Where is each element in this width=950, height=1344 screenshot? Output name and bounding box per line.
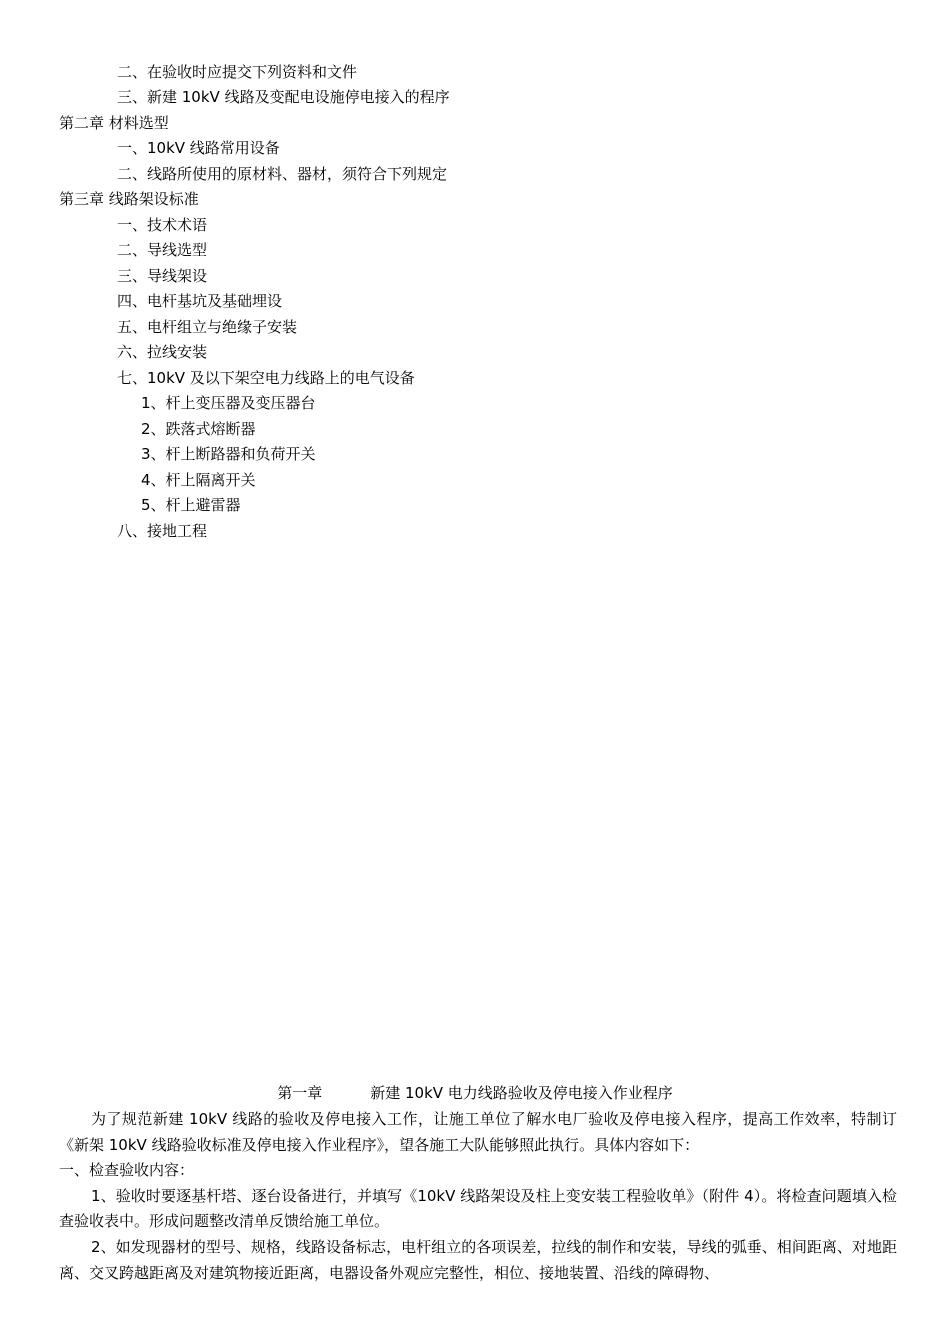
toc-subitem: 3、杆上断路器和负荷开关 xyxy=(141,445,316,463)
toc-item: 三、导线架设 xyxy=(117,267,208,285)
toc-subitem: 4、杆上隔离开关 xyxy=(141,471,256,489)
toc-chapter: 第二章 材料选型 xyxy=(59,114,169,132)
toc-item: 五、电杆组立与绝缘子安装 xyxy=(117,318,298,336)
toc-item: 一、技术术语 xyxy=(117,216,208,234)
toc-subitem: 2、跌落式熔断器 xyxy=(141,420,256,438)
toc-item: 四、电杆基坑及基础埋设 xyxy=(117,292,283,310)
toc-item: 三、新建 10kV 线路及变配电设施停电接入的程序 xyxy=(117,88,450,106)
chapter-heading xyxy=(0,1083,950,1103)
body-paragraph: 2、如发现器材的型号、规格，线路设备标志，电杆组立的各项误差，拉线的制作和安装，导线的弧垂、相间距离、对地距离、交叉跨越距离及对建筑物接近距离，电器设备外观应完整性，相位、接地装置、沿线的障碍物、 xyxy=(59,1237,897,1282)
toc-item: 八、接地工程 xyxy=(117,522,208,540)
intro-paragraph: 为了规范新建 10kV 线路的验收及停电接入工作，让施工单位了解水电厂验收及停电接入程序，提高工作效率，特制订《新架 10kV 线路验收标准及停电接入作业程序》，望各施工大队能够照此执行。具体内容如下： xyxy=(59,1110,897,1154)
chapter-title: 新建 10kV 电力线路验收及停电接入作业程序 xyxy=(370,1084,673,1102)
toc-subitem: 5、杆上避雷器 xyxy=(141,496,241,514)
toc-subitem: 1、杆上变压器及变压器台 xyxy=(141,394,316,412)
toc-item: 七、10kV 及以下架空电力线路上的电气设备 xyxy=(117,369,415,387)
toc-item: 一、10kV 线路常用设备 xyxy=(117,139,280,157)
toc-item: 二、导线选型 xyxy=(117,241,208,259)
section-heading: 一、检查验收内容： xyxy=(59,1161,195,1180)
toc-chapter: 第三章 线路架设标准 xyxy=(59,190,199,208)
toc-item: 二、线路所使用的原材料、器材，须符合下列规定 xyxy=(117,165,448,183)
toc-item: 六、拉线安装 xyxy=(117,343,208,361)
chapter-number: 第一章 xyxy=(277,1084,323,1102)
body-paragraph: 1、验收时要逐基杆塔、逐台设备进行，并填写《10kV 线路架设及柱上变安装工程验收单》（附件 4）。将检查问题填入检查验收表中。形成问题整改清单反馈给施工单位。 xyxy=(59,1186,897,1231)
chapter-body xyxy=(59,1107,897,1286)
toc-item: 二、在验收时应提交下列资料和文件 xyxy=(117,63,358,81)
